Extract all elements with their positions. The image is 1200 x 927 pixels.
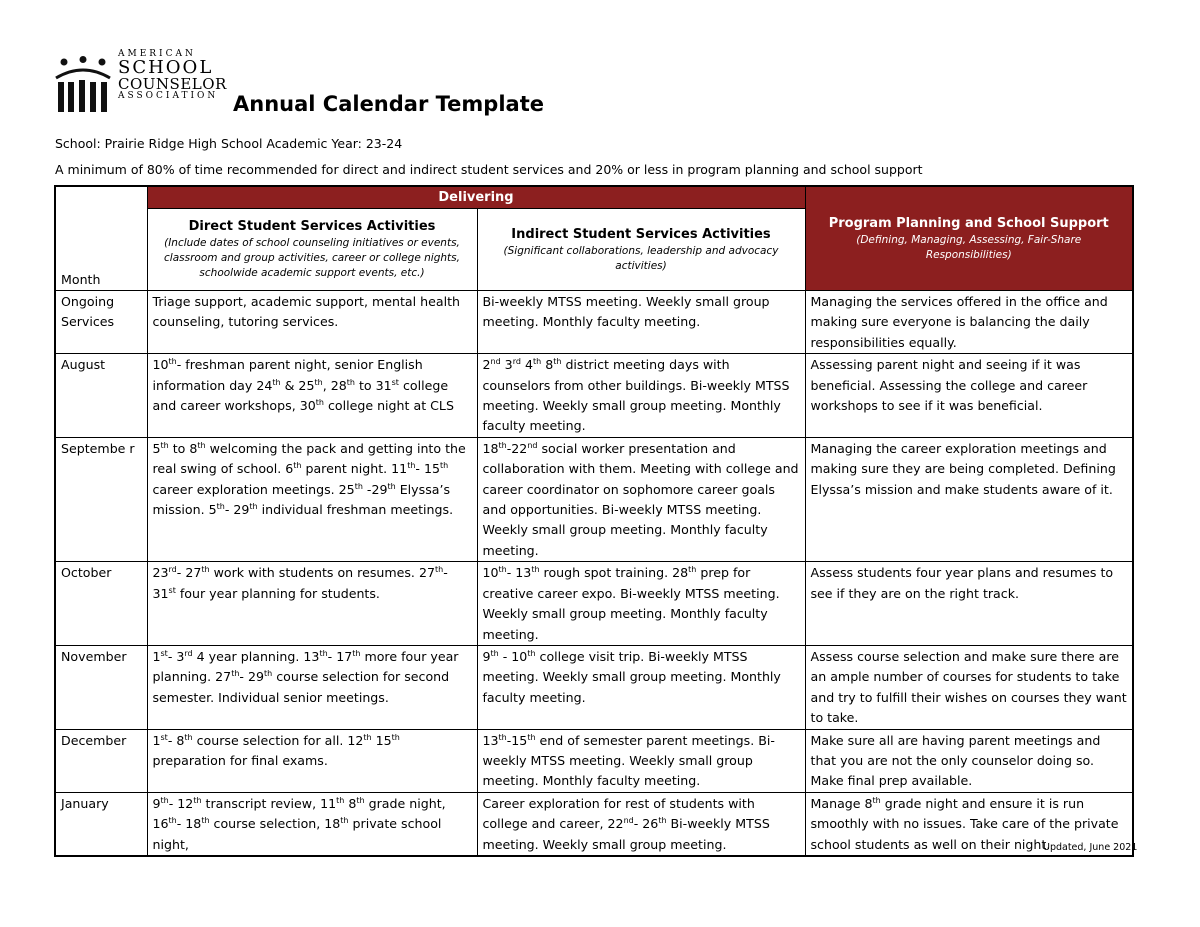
month-cell: December [55, 729, 147, 792]
program-planning-header [805, 186, 1133, 291]
program-cell: Make sure all are having parent meetings and that you are not the only counselor doing so. Make final prep available. [805, 729, 1133, 792]
month-cell: November [55, 645, 147, 729]
direct-header-subtitle: (Include dates of school counseling initiatives or events, classroom and group activities, career or college nights, schoolwide academic support events, etc.) [164, 237, 460, 279]
direct-cell: 10th- freshman parent night, senior English information day 24th & 25th, 28th to 31st college and career workshops, 30th college night at CLS [147, 354, 477, 438]
indirect-cell: 2nd 3rd 4th 8th district meeting days with counselors from other buildings. Bi-weekly MTSS meeting. Weekly small group meeting. Monthly faculty meeting. [477, 354, 805, 438]
indirect-services-header [477, 209, 805, 291]
logo-line-3: COUNSELOR [118, 75, 227, 93]
program-header-subtitle: (Defining, Managing, Assessing, Fair-Share Responsibilities) [856, 233, 1082, 261]
direct-header-title: Direct Student Services Activities [188, 219, 436, 234]
direct-services-header [147, 209, 477, 291]
delivering-header: Delivering [147, 186, 805, 209]
direct-cell: 5th to 8th welcoming the pack and getting into the real swing of school. 6th parent night. 11th- 15th career exploration meetings. 25th -29th Elyssa’s mission. 5th- 29th individual freshman meetings. [147, 437, 477, 561]
month-cell: January [55, 792, 147, 856]
month-cell: Ongoing Services [55, 291, 147, 354]
table-row [55, 645, 1133, 729]
program-cell: Assess course selection and make sure there are an ample number of courses for students to take and try to fulfill their wishes on courses they want to take. [805, 645, 1133, 729]
updated-note: Updated, June 2021 [1043, 842, 1138, 853]
direct-cell: 1st- 8th course selection for all. 12th 15th preparation for final exams. [147, 729, 477, 792]
program-cell: Managing the services offered in the office and making sure everyone is balancing the daily responsibilities equally. [805, 291, 1133, 354]
table-row [55, 792, 1133, 856]
logo-line-2: SCHOOL [118, 57, 214, 78]
indirect-header-subtitle: (Significant collaborations, leadership and advocacy activities) [503, 244, 779, 272]
indirect-cell: Bi-weekly MTSS meeting. Weekly small group meeting. Monthly faculty meeting. [477, 291, 805, 354]
indirect-cell: 18th-22nd social worker presentation and collaboration with them. Meeting with college and career coordinator on sophomore career goals and opportunities. Bi-weekly MTSS meeting. Weekly small group meeting. Monthly faculty meeting. [477, 437, 805, 561]
indirect-cell: Career exploration for rest of students with college and career, 22nd- 26th Bi-weekly MTSS meeting. Weekly small group meeting. [477, 792, 805, 856]
table-row [55, 354, 1133, 438]
logo-line-4: ASSOCIATION [118, 91, 219, 101]
month-cell: Septembe r [55, 437, 147, 561]
direct-cell: 23rd- 27th work with students on resumes. 27th- 31st four year planning for students. [147, 562, 477, 646]
program-cell: Assess students four year plans and resumes to see if they are on the right track. [805, 562, 1133, 646]
indirect-header-title: Indirect Student Services Activities [511, 226, 771, 242]
direct-cell: 1st- 3rd 4 year planning. 13th- 17th more four year planning. 27th- 29th course selection for second semester. Individual senior meetings. [147, 645, 477, 729]
month-cell: October [55, 562, 147, 646]
month-cell: August [55, 354, 147, 438]
table-row [55, 291, 1133, 354]
indirect-cell: 9th - 10th college visit trip. Bi-weekly MTSS meeting. Weekly small group meeting. Monthly faculty meeting. [477, 645, 805, 729]
table-row [55, 729, 1133, 792]
program-cell: Assessing parent night and seeing if it was beneficial. Assessing the college and career workshops to see if it was beneficial. [805, 354, 1133, 438]
month-header: Month [55, 186, 147, 291]
logo-line-1: AMERICAN [118, 49, 196, 59]
direct-cell: Triage support, academic support, mental health counseling, tutoring services. [147, 291, 477, 354]
calendar-table [54, 185, 1134, 857]
direct-cell: 9th- 12th transcript review, 11th 8th grade night, 16th- 18th course selection, 18th private school night, [147, 792, 477, 856]
asca-columns-icon [54, 56, 112, 114]
time-recommendation-note: A minimum of 80% of time recommended for direct and indirect student services and 20% or less in program planning and school support [55, 162, 923, 177]
indirect-cell: 10th- 13th rough spot training. 28th prep for creative career expo. Bi-weekly MTSS meeting. Weekly small group meeting. Monthly faculty meeting. [477, 562, 805, 646]
program-cell: Manage 8th grade night and ensure it is run smoothly with no issues. Take care of the private school students as well on their night. [805, 792, 1133, 856]
indirect-cell: 13th-15th end of semester parent meetings. Bi-weekly MTSS meeting. Weekly small group meeting. Monthly faculty meeting. [477, 729, 805, 792]
program-header-title: Program Planning and School Support [828, 215, 1109, 231]
page-title: Annual Calendar Template [233, 92, 544, 116]
asca-logo [54, 49, 227, 118]
school-info: School: Prairie Ridge High School Academic Year: 23-24 [55, 136, 403, 151]
table-row [55, 437, 1133, 561]
table-row [55, 562, 1133, 646]
program-cell: Managing the career exploration meetings and making sure they are being completed. Defining Elyssa’s mission and make students aware of it. [805, 437, 1133, 561]
